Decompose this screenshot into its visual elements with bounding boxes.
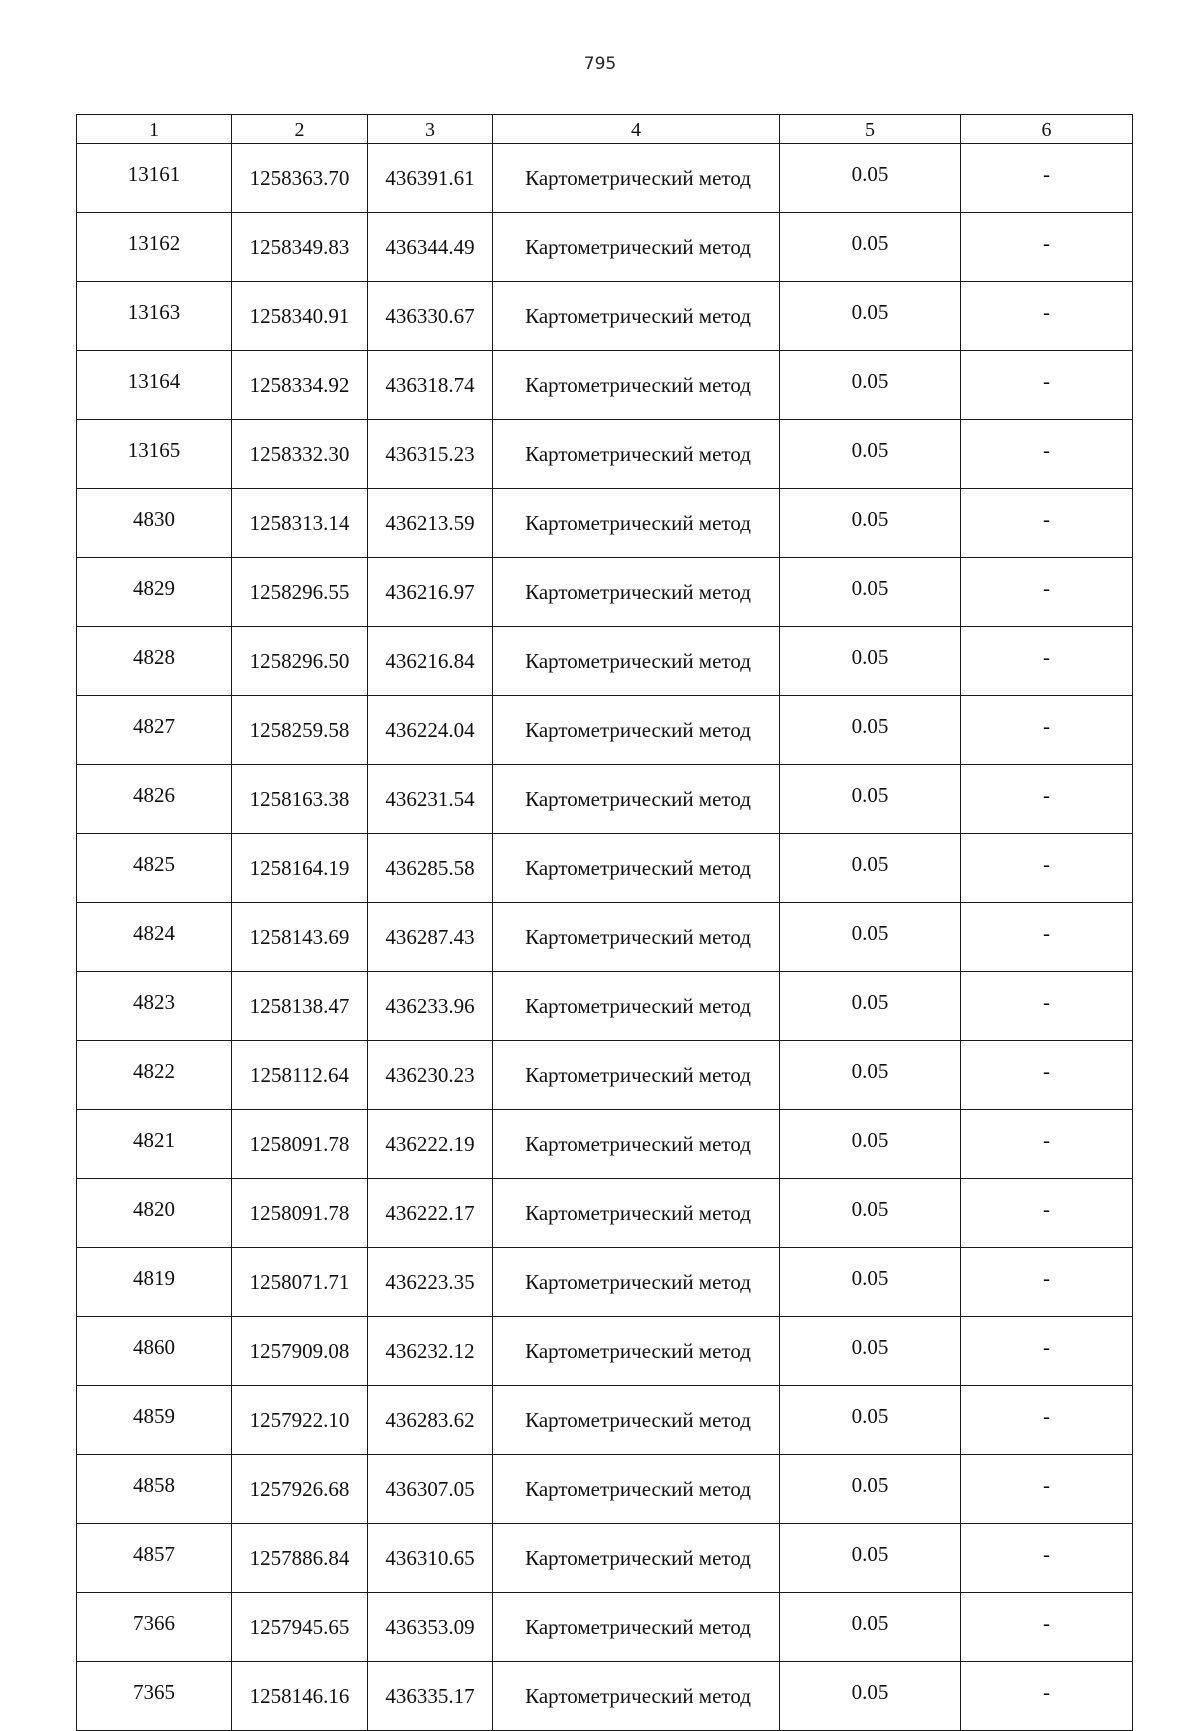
- method-cell: Картометрический метод: [493, 351, 780, 420]
- x-coordinate-cell: 1258363.70: [232, 144, 368, 213]
- method-cell: Картометрический метод: [493, 627, 780, 696]
- point-number-cell: 4860: [77, 1317, 232, 1386]
- x-coordinate-cell: 1258296.50: [232, 627, 368, 696]
- method-cell: Картометрический метод: [493, 765, 780, 834]
- accuracy-cell: 0.05: [780, 1179, 961, 1248]
- table-row: [77, 1662, 1133, 1731]
- accuracy-cell: 0.05: [780, 489, 961, 558]
- point-number-cell: 4825: [77, 834, 232, 903]
- y-coordinate-cell: 436287.43: [368, 903, 493, 972]
- point-number-cell: 7365: [77, 1662, 232, 1731]
- accuracy-cell: 0.05: [780, 1662, 961, 1731]
- x-coordinate-cell: 1257886.84: [232, 1524, 368, 1593]
- y-coordinate-cell: 436231.54: [368, 765, 493, 834]
- method-cell: Картометрический метод: [493, 1662, 780, 1731]
- accuracy-cell: 0.05: [780, 1317, 961, 1386]
- x-coordinate-cell: 1257945.65: [232, 1593, 368, 1662]
- accuracy-cell: 0.05: [780, 765, 961, 834]
- accuracy-cell: 0.05: [780, 144, 961, 213]
- method-cell: Картометрический метод: [493, 1179, 780, 1248]
- table-body: [77, 144, 1133, 1731]
- x-coordinate-cell: 1258334.92: [232, 351, 368, 420]
- point-number-cell: 4820: [77, 1179, 232, 1248]
- method-cell: Картометрический метод: [493, 144, 780, 213]
- y-coordinate-cell: 436285.58: [368, 834, 493, 903]
- description-cell: -: [961, 1455, 1133, 1524]
- table-row: [77, 351, 1133, 420]
- accuracy-cell: 0.05: [780, 351, 961, 420]
- x-coordinate-cell: 1258296.55: [232, 558, 368, 627]
- y-coordinate-cell: 436222.17: [368, 1179, 493, 1248]
- x-coordinate-cell: 1257926.68: [232, 1455, 368, 1524]
- x-coordinate-cell: 1258146.16: [232, 1662, 368, 1731]
- y-coordinate-cell: 436213.59: [368, 489, 493, 558]
- y-coordinate-cell: 436216.97: [368, 558, 493, 627]
- table-row: [77, 1179, 1133, 1248]
- x-coordinate-cell: 1258163.38: [232, 765, 368, 834]
- table-row: [77, 1593, 1133, 1662]
- description-cell: -: [961, 1179, 1133, 1248]
- point-number-cell: 4823: [77, 972, 232, 1041]
- column-header-3: 3: [368, 115, 493, 144]
- y-coordinate-cell: 436307.05: [368, 1455, 493, 1524]
- description-cell: -: [961, 558, 1133, 627]
- x-coordinate-cell: 1257922.10: [232, 1386, 368, 1455]
- description-cell: -: [961, 1110, 1133, 1179]
- x-coordinate-cell: 1258259.58: [232, 696, 368, 765]
- description-cell: -: [961, 1317, 1133, 1386]
- description-cell: -: [961, 1248, 1133, 1317]
- x-coordinate-cell: 1258112.64: [232, 1041, 368, 1110]
- accuracy-cell: 0.05: [780, 1593, 961, 1662]
- y-coordinate-cell: 436230.23: [368, 1041, 493, 1110]
- method-cell: Картометрический метод: [493, 1110, 780, 1179]
- table-row: [77, 834, 1133, 903]
- x-coordinate-cell: 1258332.30: [232, 420, 368, 489]
- description-cell: -: [961, 489, 1133, 558]
- point-number-cell: 4859: [77, 1386, 232, 1455]
- point-number-cell: 4857: [77, 1524, 232, 1593]
- y-coordinate-cell: 436222.19: [368, 1110, 493, 1179]
- table-row: [77, 696, 1133, 765]
- accuracy-cell: 0.05: [780, 1524, 961, 1593]
- x-coordinate-cell: 1258071.71: [232, 1248, 368, 1317]
- accuracy-cell: 0.05: [780, 282, 961, 351]
- table-header: [77, 115, 1133, 144]
- x-coordinate-cell: 1258313.14: [232, 489, 368, 558]
- table-row: [77, 282, 1133, 351]
- accuracy-cell: 0.05: [780, 420, 961, 489]
- table-row: [77, 1524, 1133, 1593]
- method-cell: Картометрический метод: [493, 1041, 780, 1110]
- method-cell: Картометрический метод: [493, 1455, 780, 1524]
- column-header-5: 5: [780, 115, 961, 144]
- point-number-cell: 4858: [77, 1455, 232, 1524]
- description-cell: -: [961, 765, 1133, 834]
- accuracy-cell: 0.05: [780, 696, 961, 765]
- y-coordinate-cell: 436344.49: [368, 213, 493, 282]
- accuracy-cell: 0.05: [780, 1386, 961, 1455]
- x-coordinate-cell: 1258164.19: [232, 834, 368, 903]
- point-number-cell: 4824: [77, 903, 232, 972]
- y-coordinate-cell: 436232.12: [368, 1317, 493, 1386]
- table-row: [77, 1248, 1133, 1317]
- x-coordinate-cell: 1258340.91: [232, 282, 368, 351]
- column-header-1: 1: [77, 115, 232, 144]
- point-number-cell: 4827: [77, 696, 232, 765]
- point-number-cell: 13163: [77, 282, 232, 351]
- column-header-6: 6: [961, 115, 1133, 144]
- accuracy-cell: 0.05: [780, 627, 961, 696]
- point-number-cell: 4826: [77, 765, 232, 834]
- description-cell: -: [961, 1662, 1133, 1731]
- method-cell: Картометрический метод: [493, 420, 780, 489]
- y-coordinate-cell: 436283.62: [368, 1386, 493, 1455]
- accuracy-cell: 0.05: [780, 558, 961, 627]
- method-cell: Картометрический метод: [493, 1593, 780, 1662]
- description-cell: -: [961, 696, 1133, 765]
- method-cell: Картометрический метод: [493, 903, 780, 972]
- table-row: [77, 903, 1133, 972]
- point-number-cell: 4830: [77, 489, 232, 558]
- y-coordinate-cell: 436223.35: [368, 1248, 493, 1317]
- y-coordinate-cell: 436224.04: [368, 696, 493, 765]
- x-coordinate-cell: 1258143.69: [232, 903, 368, 972]
- y-coordinate-cell: 436318.74: [368, 351, 493, 420]
- table-row: [77, 765, 1133, 834]
- description-cell: -: [961, 972, 1133, 1041]
- point-number-cell: 4821: [77, 1110, 232, 1179]
- y-coordinate-cell: 436216.84: [368, 627, 493, 696]
- table-row: [77, 420, 1133, 489]
- accuracy-cell: 0.05: [780, 1248, 961, 1317]
- y-coordinate-cell: 436233.96: [368, 972, 493, 1041]
- method-cell: Картометрический метод: [493, 972, 780, 1041]
- x-coordinate-cell: 1258349.83: [232, 213, 368, 282]
- table-row: [77, 213, 1133, 282]
- method-cell: Картометрический метод: [493, 1317, 780, 1386]
- description-cell: -: [961, 144, 1133, 213]
- table-row: [77, 144, 1133, 213]
- point-number-cell: 4828: [77, 627, 232, 696]
- accuracy-cell: 0.05: [780, 213, 961, 282]
- table-row: [77, 1110, 1133, 1179]
- point-number-cell: 13164: [77, 351, 232, 420]
- point-number-cell: 4819: [77, 1248, 232, 1317]
- accuracy-cell: 0.05: [780, 903, 961, 972]
- table-row: [77, 1455, 1133, 1524]
- description-cell: -: [961, 420, 1133, 489]
- x-coordinate-cell: 1258091.78: [232, 1110, 368, 1179]
- point-number-cell: 13161: [77, 144, 232, 213]
- table-row: [77, 972, 1133, 1041]
- table-row: [77, 1317, 1133, 1386]
- y-coordinate-cell: 436310.65: [368, 1524, 493, 1593]
- accuracy-cell: 0.05: [780, 1455, 961, 1524]
- description-cell: -: [961, 1041, 1133, 1110]
- point-number-cell: 4829: [77, 558, 232, 627]
- method-cell: Картометрический метод: [493, 489, 780, 558]
- accuracy-cell: 0.05: [780, 1041, 961, 1110]
- table-row: [77, 1386, 1133, 1455]
- description-cell: -: [961, 834, 1133, 903]
- method-cell: Картометрический метод: [493, 696, 780, 765]
- description-cell: -: [961, 1386, 1133, 1455]
- y-coordinate-cell: 436335.17: [368, 1662, 493, 1731]
- point-number-cell: 7366: [77, 1593, 232, 1662]
- accuracy-cell: 0.05: [780, 1110, 961, 1179]
- header-row: [77, 115, 1133, 144]
- method-cell: Картометрический метод: [493, 834, 780, 903]
- coordinates-table: [76, 114, 1133, 1731]
- description-cell: -: [961, 282, 1133, 351]
- description-cell: -: [961, 903, 1133, 972]
- method-cell: Картометрический метод: [493, 558, 780, 627]
- page-number: 795: [583, 54, 617, 74]
- y-coordinate-cell: 436391.61: [368, 144, 493, 213]
- point-number-cell: 13162: [77, 213, 232, 282]
- description-cell: -: [961, 627, 1133, 696]
- table-row: [77, 1041, 1133, 1110]
- point-number-cell: 4822: [77, 1041, 232, 1110]
- table-row: [77, 627, 1133, 696]
- description-cell: -: [961, 213, 1133, 282]
- x-coordinate-cell: 1258138.47: [232, 972, 368, 1041]
- method-cell: Картометрический метод: [493, 1248, 780, 1317]
- column-header-4: 4: [493, 115, 780, 144]
- method-cell: Картометрический метод: [493, 282, 780, 351]
- accuracy-cell: 0.05: [780, 834, 961, 903]
- x-coordinate-cell: 1258091.78: [232, 1179, 368, 1248]
- table-row: [77, 489, 1133, 558]
- point-number-cell: 13165: [77, 420, 232, 489]
- accuracy-cell: 0.05: [780, 972, 961, 1041]
- description-cell: -: [961, 1593, 1133, 1662]
- description-cell: -: [961, 351, 1133, 420]
- method-cell: Картометрический метод: [493, 1386, 780, 1455]
- table-row: [77, 558, 1133, 627]
- x-coordinate-cell: 1257909.08: [232, 1317, 368, 1386]
- column-header-2: 2: [232, 115, 368, 144]
- method-cell: Картометрический метод: [493, 1524, 780, 1593]
- y-coordinate-cell: 436353.09: [368, 1593, 493, 1662]
- description-cell: -: [961, 1524, 1133, 1593]
- y-coordinate-cell: 436330.67: [368, 282, 493, 351]
- method-cell: Картометрический метод: [493, 213, 780, 282]
- y-coordinate-cell: 436315.23: [368, 420, 493, 489]
